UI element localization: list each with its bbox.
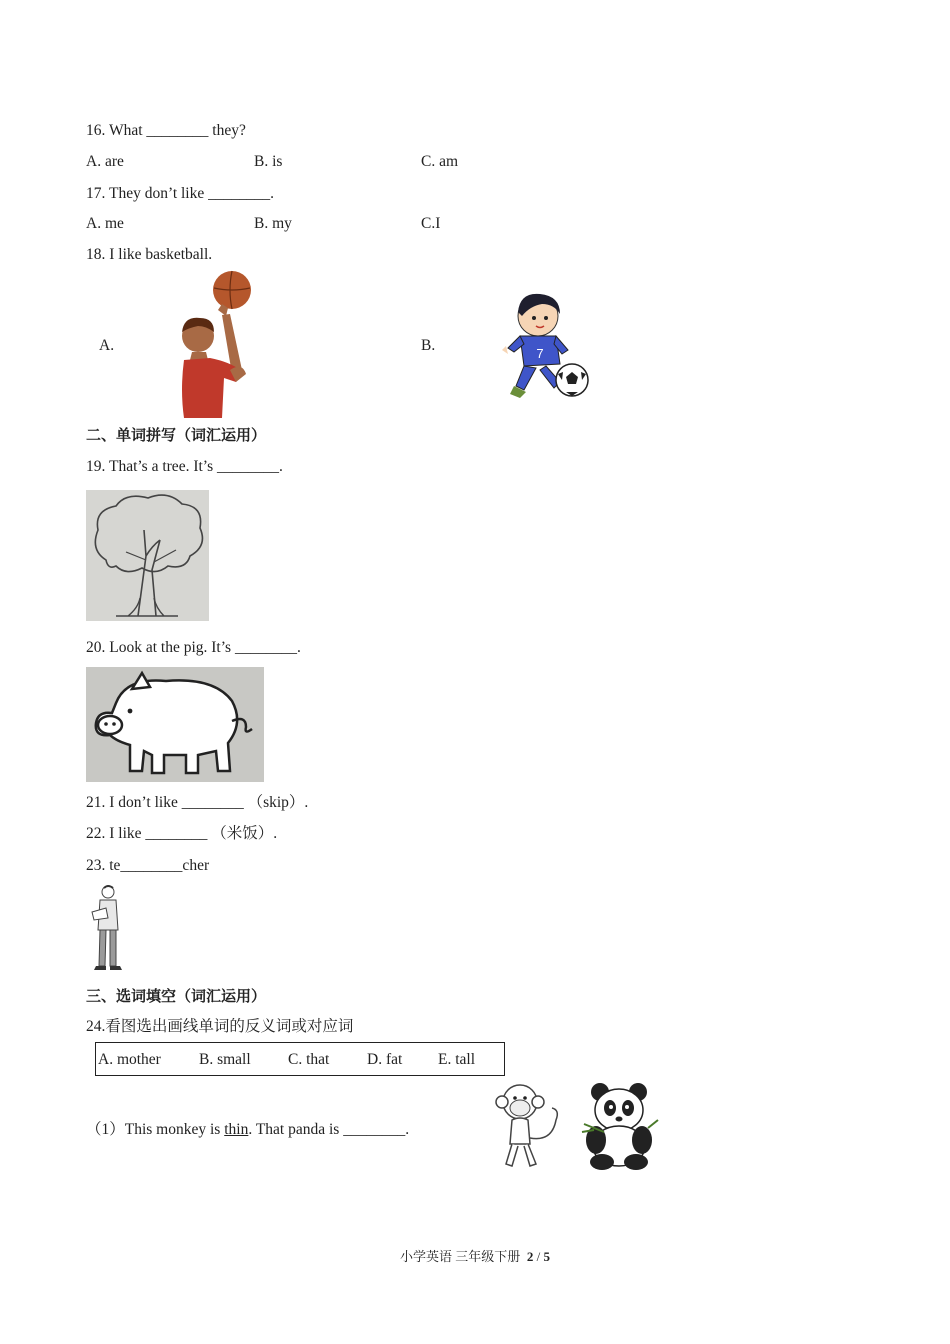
svg-text:7: 7 bbox=[536, 346, 544, 361]
tree-image bbox=[86, 490, 209, 621]
word-option-a: A. mother bbox=[98, 1051, 161, 1068]
question-18: 18. I like basketball. bbox=[86, 246, 213, 263]
footer-page-number: 2 bbox=[526, 1249, 534, 1264]
page-footer bbox=[0, 1246, 950, 1265]
question-23: 23. te________cher bbox=[86, 857, 210, 874]
section-3-title: 三、选词填空（词汇运用） bbox=[86, 987, 267, 1005]
footer-separator: / bbox=[533, 1249, 544, 1264]
q24-item-1-suffix: . That panda is ________. bbox=[248, 1121, 410, 1138]
pig-image bbox=[86, 667, 264, 782]
question-19: 19. That’s a tree. It’s ________. bbox=[86, 458, 283, 475]
basketball-player-image bbox=[170, 270, 265, 418]
q17-option-a: A. me bbox=[86, 215, 124, 232]
monkey-image bbox=[490, 1080, 564, 1170]
word-box bbox=[95, 1042, 505, 1076]
q24-item-1 bbox=[86, 1120, 409, 1140]
word-option-c: C. that bbox=[288, 1051, 330, 1068]
footer-subject: 小学英语 三年级下册 bbox=[400, 1249, 521, 1264]
football-player-image bbox=[490, 288, 595, 400]
q18-option-a: A. bbox=[99, 337, 115, 354]
section-2-title: 二、单词拼写（词汇运用） bbox=[86, 426, 267, 444]
q24-item-1-underlined-word: thin bbox=[224, 1121, 249, 1138]
q17-option-b: B. my bbox=[254, 215, 292, 232]
q16-option-c: C. am bbox=[421, 153, 459, 170]
q16-option-a: A. are bbox=[86, 153, 124, 170]
panda-image bbox=[578, 1080, 660, 1170]
word-option-b: B. small bbox=[199, 1051, 251, 1068]
word-option-e: E. tall bbox=[438, 1051, 476, 1068]
q18-option-b: B. bbox=[421, 337, 436, 354]
question-21: 21. I don’t like ________ （skip）. bbox=[86, 794, 309, 811]
q24-item-1-prefix: （1）This monkey is bbox=[86, 1121, 225, 1138]
question-20: 20. Look at the pig. It’s ________. bbox=[86, 639, 301, 656]
question-17: 17. They don’t like ________. bbox=[86, 185, 274, 202]
question-22: 22. I like ________ （米饭）. bbox=[86, 825, 278, 842]
question-16: 16. What ________ they? bbox=[86, 122, 246, 139]
q17-option-c: C.I bbox=[421, 215, 441, 232]
teacher-image bbox=[88, 884, 128, 970]
question-24-instruction: 24.看图选出画线单词的反义词或对应词 bbox=[86, 1018, 354, 1035]
q16-option-b: B. is bbox=[254, 153, 283, 170]
footer-total-pages: 5 bbox=[543, 1249, 550, 1264]
word-option-d: D. fat bbox=[367, 1051, 403, 1068]
